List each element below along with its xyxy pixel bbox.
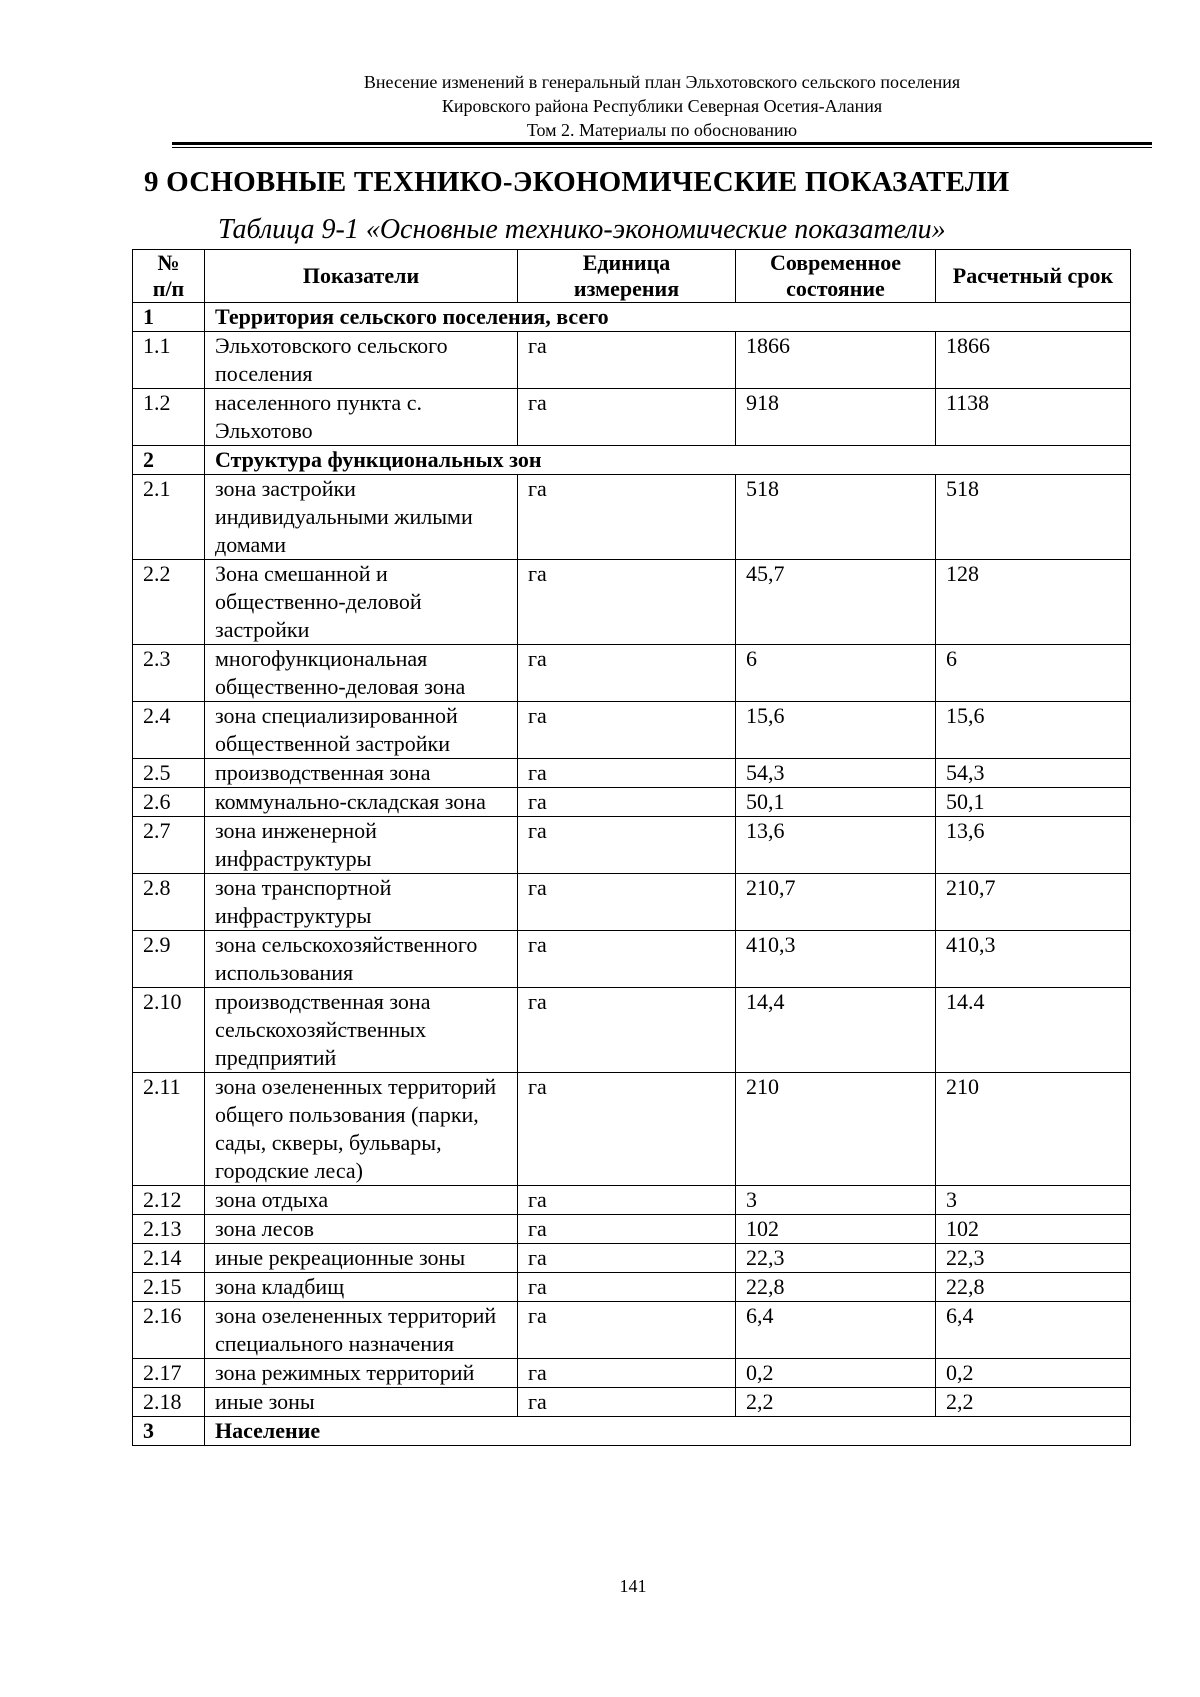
row-number: 2.9 [133, 931, 205, 988]
group-name: Население [205, 1417, 1131, 1446]
row-number: 2.17 [133, 1359, 205, 1388]
table-row [133, 1302, 1131, 1359]
projected-value: 102 [936, 1215, 1131, 1244]
table-row [133, 1186, 1131, 1215]
indicator-name: производственная зона [205, 759, 518, 788]
unit-cell: га [518, 759, 736, 788]
current-value: 918 [736, 389, 936, 446]
unit-cell: га [518, 560, 736, 645]
indicators-table [132, 249, 1131, 1446]
unit-cell: га [518, 1273, 736, 1302]
projected-value: 6 [936, 645, 1131, 702]
table-row [133, 332, 1131, 389]
indicator-name: зона озелененных территорий общего пользования (парки, сады, скверы, бульвары, городские леса) [205, 1073, 518, 1186]
indicator-name: зона режимных территорий [205, 1359, 518, 1388]
projected-value: 22,8 [936, 1273, 1131, 1302]
projected-value: 6,4 [936, 1302, 1131, 1359]
row-number: 1 [133, 303, 205, 332]
indicator-name: зона инженерной инфраструктуры [205, 817, 518, 874]
table-row [133, 874, 1131, 931]
projected-value: 0,2 [936, 1359, 1131, 1388]
indicator-name: зона озелененных территорий специального назначения [205, 1302, 518, 1359]
unit-cell: га [518, 874, 736, 931]
row-number: 2.1 [133, 475, 205, 560]
column-header-indicator: Показатели [205, 250, 518, 303]
table-caption: Таблица 9-1 «Основные технико-экономические показатели» [218, 214, 946, 245]
projected-value: 128 [936, 560, 1131, 645]
unit-cell: га [518, 389, 736, 446]
indicator-name: зона специализированной общественной застройки [205, 702, 518, 759]
table-row [133, 1273, 1131, 1302]
current-value: 6,4 [736, 1302, 936, 1359]
indicator-name: зона транспортной инфраструктуры [205, 874, 518, 931]
current-value: 54,3 [736, 759, 936, 788]
unit-cell: га [518, 1244, 736, 1273]
current-value: 15,6 [736, 702, 936, 759]
unit-cell: га [518, 1215, 736, 1244]
row-number: 1.2 [133, 389, 205, 446]
row-number: 2.13 [133, 1215, 205, 1244]
current-value: 14,4 [736, 988, 936, 1073]
indicator-name: зона застройки индивидуальными жилыми домами [205, 475, 518, 560]
current-value: 0,2 [736, 1359, 936, 1388]
indicator-name: зона отдыха [205, 1186, 518, 1215]
indicator-name: иные зоны [205, 1388, 518, 1417]
table-group-row [133, 303, 1131, 332]
table-row [133, 788, 1131, 817]
column-header-number [133, 250, 205, 303]
row-number: 2.3 [133, 645, 205, 702]
table-row [133, 988, 1131, 1073]
projected-value: 50,1 [936, 788, 1131, 817]
table-row [133, 931, 1131, 988]
projected-value: 3 [936, 1186, 1131, 1215]
projected-value: 1866 [936, 332, 1131, 389]
unit-cell: га [518, 475, 736, 560]
projected-value: 22,3 [936, 1244, 1131, 1273]
column-header-current-line-1: Современное [769, 250, 902, 275]
current-value: 2,2 [736, 1388, 936, 1417]
unit-cell: га [518, 1388, 736, 1417]
row-number: 2 [133, 446, 205, 475]
indicator-name: населенного пункта с. Эльхотово [205, 389, 518, 446]
column-header-unit-line-2: измерения [573, 276, 680, 301]
header-line-2: Кировского района Республики Северная Осетия-Алания [441, 96, 883, 116]
table-group-row [133, 1417, 1131, 1446]
projected-value: 1138 [936, 389, 1131, 446]
page-header [172, 70, 1152, 142]
indicator-name: Эльхотовского сельского поселения [205, 332, 518, 389]
indicator-name: зона сельскохозяйственного использования [205, 931, 518, 988]
current-value: 1866 [736, 332, 936, 389]
unit-cell: га [518, 645, 736, 702]
table-row [133, 1215, 1131, 1244]
header-line-1: Внесение изменений в генеральный план Эльхотовского сельского поселения [363, 72, 961, 92]
unit-cell: га [518, 788, 736, 817]
table-row [133, 817, 1131, 874]
indicator-name: Зона смешанной и общественно-деловой застройки [205, 560, 518, 645]
current-value: 50,1 [736, 788, 936, 817]
current-value: 45,7 [736, 560, 936, 645]
row-number: 2.8 [133, 874, 205, 931]
group-name: Структура функциональных зон [205, 446, 1131, 475]
projected-value: 15,6 [936, 702, 1131, 759]
row-number: 2.2 [133, 560, 205, 645]
table-row [133, 645, 1131, 702]
projected-value: 210 [936, 1073, 1131, 1186]
indicator-name: производственная зона сельскохозяйственных предприятий [205, 988, 518, 1073]
unit-cell: га [518, 1186, 736, 1215]
table-row [133, 759, 1131, 788]
row-number: 2.7 [133, 817, 205, 874]
row-number: 2.18 [133, 1388, 205, 1417]
table-row [133, 702, 1131, 759]
current-value: 518 [736, 475, 936, 560]
row-number: 2.12 [133, 1186, 205, 1215]
current-value: 410,3 [736, 931, 936, 988]
unit-cell: га [518, 1359, 736, 1388]
unit-cell: га [518, 1073, 736, 1186]
table-row [133, 389, 1131, 446]
column-header-unit-line-1: Единица [582, 250, 671, 275]
column-header-current-line-2: состояние [786, 276, 885, 301]
table-group-row [133, 446, 1131, 475]
indicator-name: многофункциональная общественно-деловая зона [205, 645, 518, 702]
page-number: 141 [619, 1576, 647, 1596]
current-value: 3 [736, 1186, 936, 1215]
projected-value: 210,7 [936, 874, 1131, 931]
projected-value: 14.4 [936, 988, 1131, 1073]
header-rule-thick [172, 142, 1152, 145]
column-header-number-line-2: п/п [152, 276, 185, 301]
row-number: 2.6 [133, 788, 205, 817]
projected-value: 13,6 [936, 817, 1131, 874]
current-value: 22,3 [736, 1244, 936, 1273]
row-number: 2.16 [133, 1302, 205, 1359]
unit-cell: га [518, 988, 736, 1073]
row-number: 2.14 [133, 1244, 205, 1273]
table-row [133, 560, 1131, 645]
current-value: 22,8 [736, 1273, 936, 1302]
table-row [133, 475, 1131, 560]
current-value: 13,6 [736, 817, 936, 874]
current-value: 210,7 [736, 874, 936, 931]
row-number: 2.5 [133, 759, 205, 788]
unit-cell: га [518, 931, 736, 988]
row-number: 1.1 [133, 332, 205, 389]
row-number: 2.11 [133, 1073, 205, 1186]
unit-cell: га [518, 702, 736, 759]
projected-value: 410,3 [936, 931, 1131, 988]
indicator-name: иные рекреационные зоны [205, 1244, 518, 1273]
unit-cell: га [518, 817, 736, 874]
row-number: 2.15 [133, 1273, 205, 1302]
projected-value: 2,2 [936, 1388, 1131, 1417]
current-value: 210 [736, 1073, 936, 1186]
row-number: 2.10 [133, 988, 205, 1073]
group-name: Территория сельского поселения, всего [205, 303, 1131, 332]
table-row [133, 1073, 1131, 1186]
current-value: 102 [736, 1215, 936, 1244]
indicator-name: зона лесов [205, 1215, 518, 1244]
table-header-row [133, 250, 1131, 303]
projected-value: 54,3 [936, 759, 1131, 788]
header-rule-thin [172, 147, 1152, 148]
table-row [133, 1244, 1131, 1273]
current-value: 6 [736, 645, 936, 702]
column-header-number-line-1: № [157, 250, 180, 275]
unit-cell: га [518, 332, 736, 389]
header-line-3: Том 2. Материалы по обоснованию [526, 120, 798, 140]
projected-value: 518 [936, 475, 1131, 560]
column-header-unit [518, 250, 736, 303]
indicator-name: зона кладбищ [205, 1273, 518, 1302]
table-body [133, 303, 1131, 1446]
table-row [133, 1388, 1131, 1417]
unit-cell: га [518, 1302, 736, 1359]
indicator-name: коммунально-складская зона [205, 788, 518, 817]
section-title: 9 ОСНОВНЫЕ ТЕХНИКО-ЭКОНОМИЧЕСКИЕ ПОКАЗАТЕЛИ [144, 166, 1010, 198]
column-header-projected: Расчетный срок [936, 250, 1131, 303]
row-number: 2.4 [133, 702, 205, 759]
table-row [133, 1359, 1131, 1388]
column-header-current [736, 250, 936, 303]
row-number: 3 [133, 1417, 205, 1446]
